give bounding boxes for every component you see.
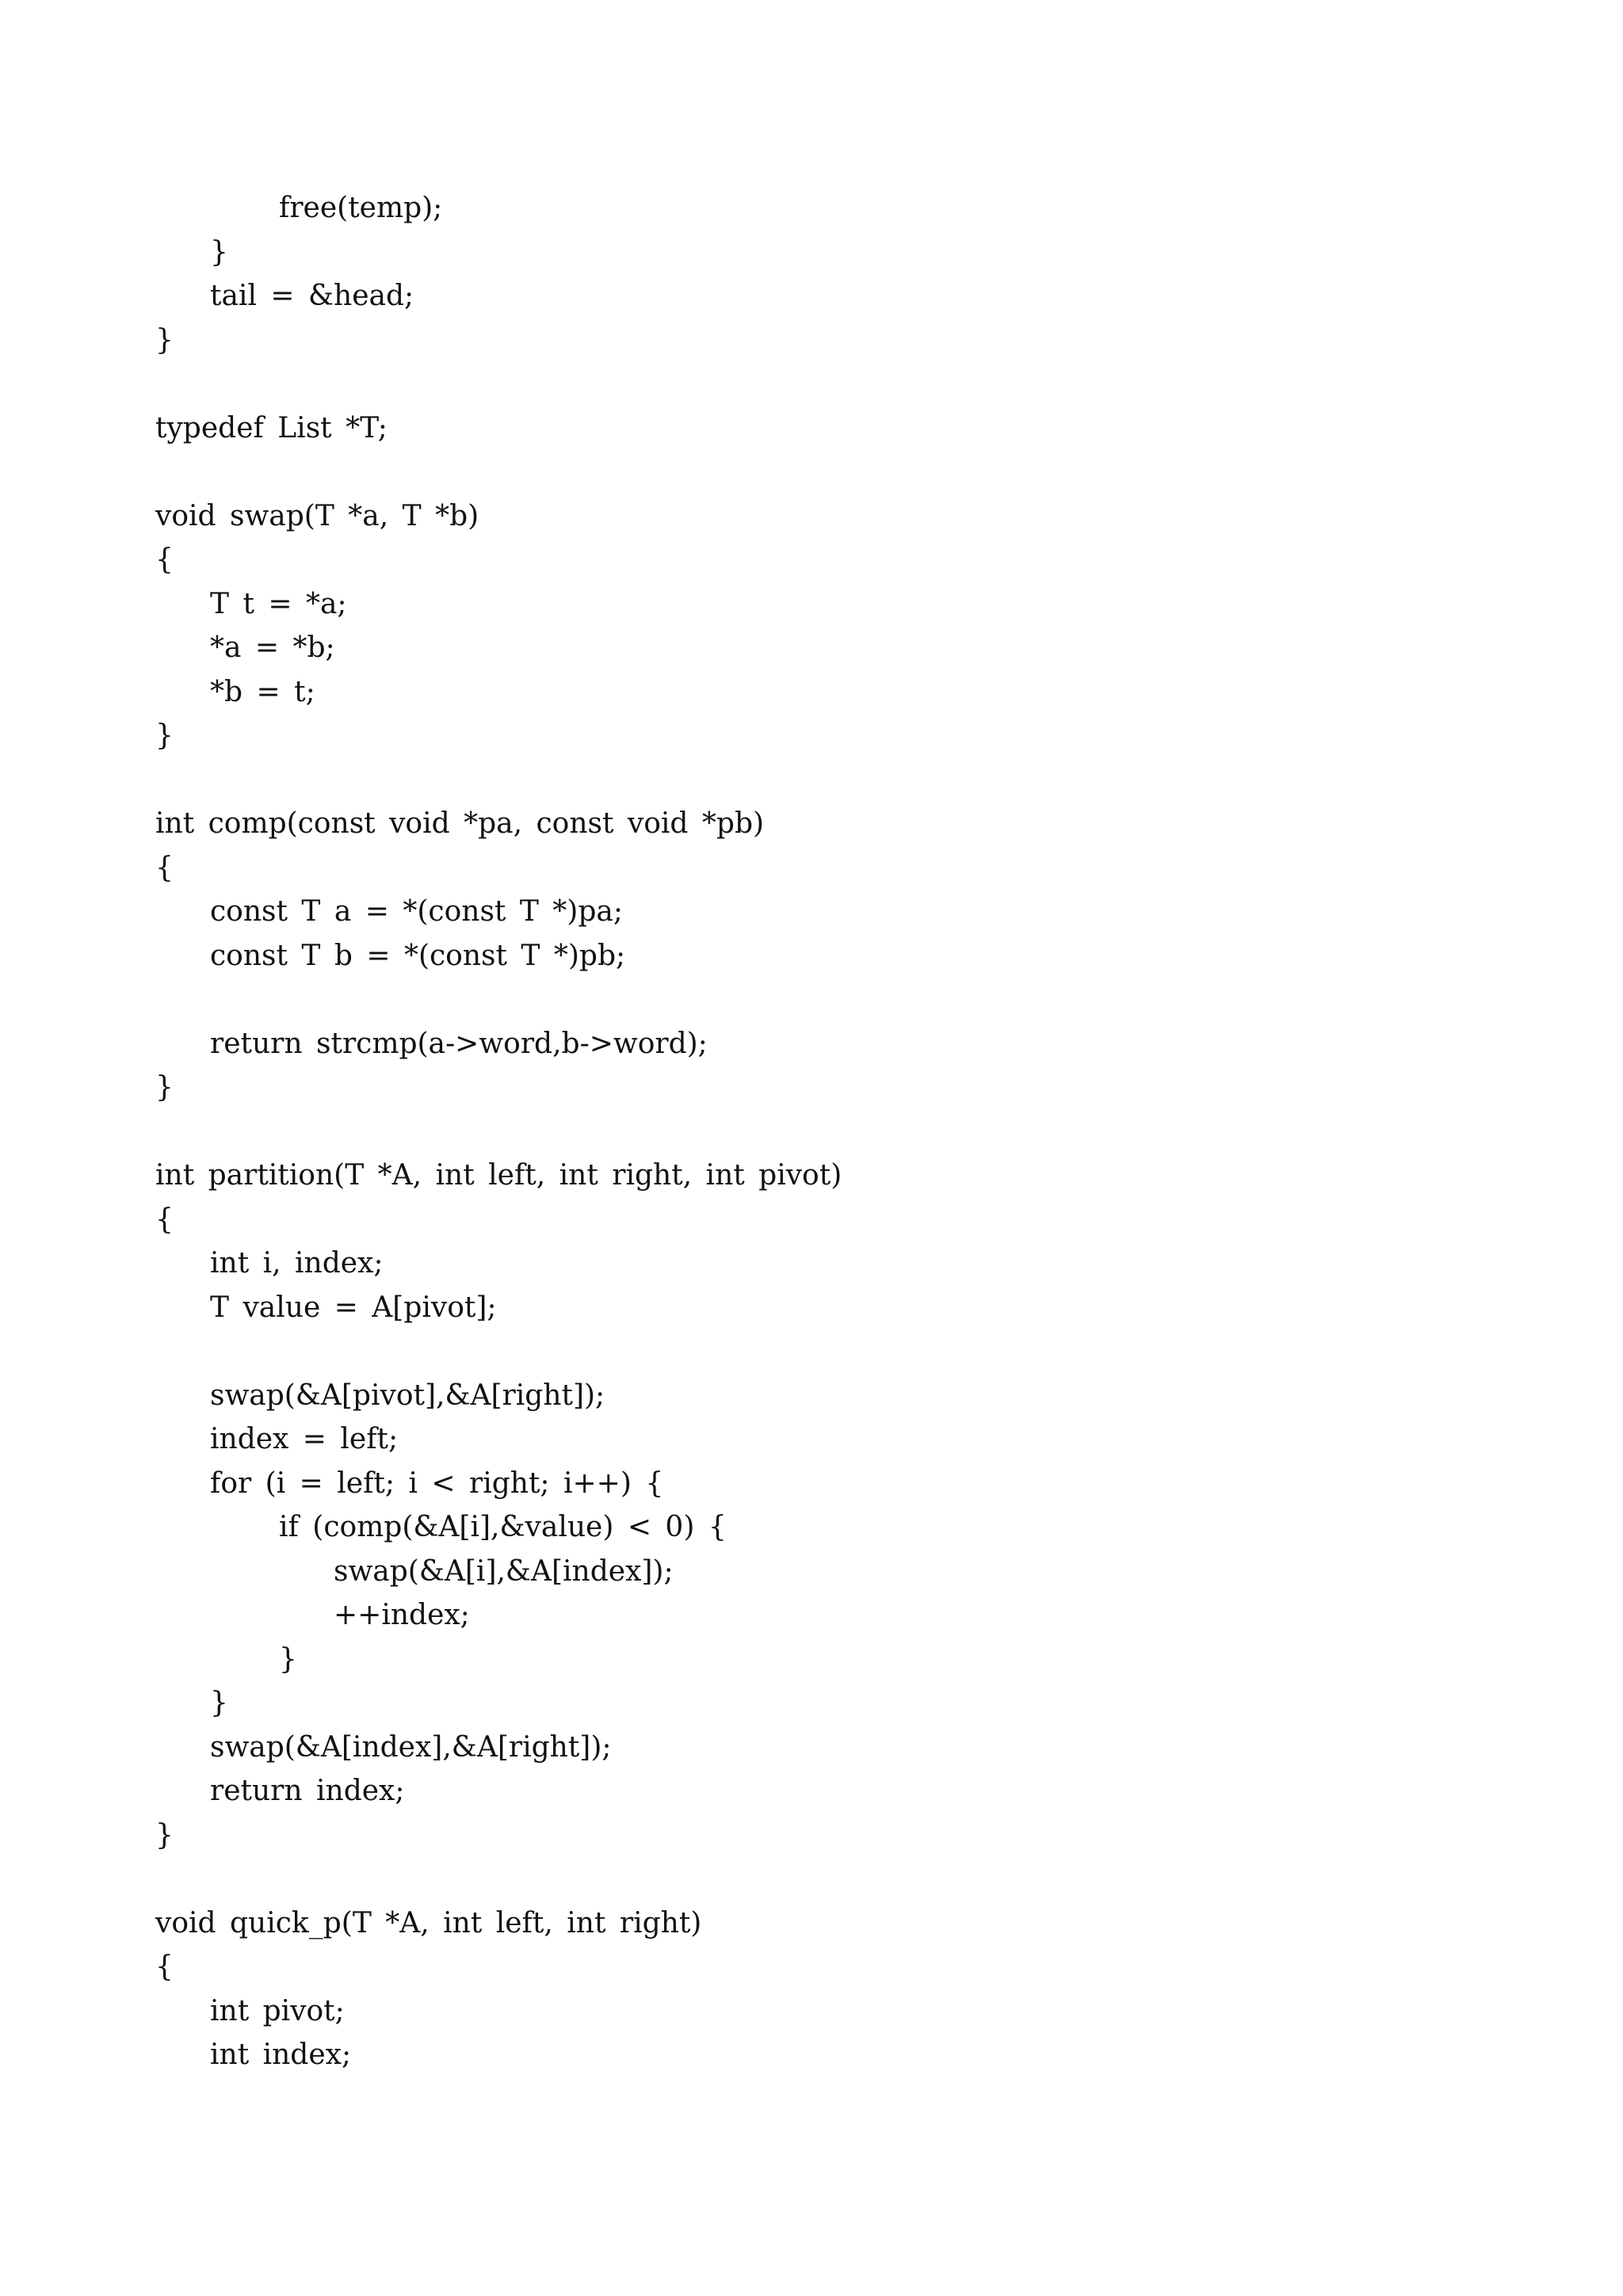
code-line: swap(&A[pivot],&A[right]);: [210, 1379, 605, 1412]
code-line: const T b = *(const T *)pb;: [210, 939, 626, 972]
code-line: {: [155, 1203, 174, 1236]
code-line: ++index;: [334, 1599, 470, 1631]
code-line: [155, 1110, 842, 1154]
code-line: return index;: [210, 1775, 405, 1807]
code-line: }: [155, 323, 174, 357]
code-line: }: [210, 235, 228, 269]
code-line: const T a = *(const T *)pa;: [210, 895, 623, 928]
code-line: return strcmp(a->word,b->word);: [210, 1027, 708, 1060]
code-line: int comp(const void *pa, const void *pb): [155, 807, 765, 840]
code-line: for (i = left; i < right; i++) {: [210, 1466, 664, 1500]
code-line: tail = &head;: [210, 280, 414, 312]
code-line: T value = A[pivot];: [210, 1291, 497, 1324]
code-line: int pivot;: [210, 1994, 345, 2027]
code-line: }: [210, 1687, 228, 1719]
code-line: swap(&A[i],&A[index]);: [334, 1554, 674, 1588]
code-line: typedef List *T;: [155, 411, 388, 444]
code-line: *b = t;: [210, 675, 315, 708]
code-line: int index;: [210, 2039, 352, 2071]
code-line: int i, index;: [210, 1247, 384, 1280]
code-line: [155, 978, 842, 1022]
code-line: index = left;: [210, 1423, 399, 1455]
code-line: void quick_p(T *A, int left, int right): [155, 1906, 702, 1939]
code-line: [155, 362, 842, 406]
code-line: [155, 758, 842, 803]
code-line: int partition(T *A, int left, int right, int pivot): [155, 1159, 842, 1192]
code-line: }: [155, 719, 174, 752]
code-line: void swap(T *a, T *b): [155, 499, 479, 532]
code-line: }: [155, 1818, 174, 1852]
code-line: {: [155, 851, 174, 884]
code-line: free(temp);: [279, 192, 443, 224]
code-line: T t = *a;: [210, 587, 347, 620]
code-line: [155, 450, 842, 494]
code-line: if (comp(&A[i],&value) < 0) {: [279, 1511, 727, 1543]
code-line: [155, 1329, 842, 1374]
code-line: }: [279, 1642, 297, 1676]
code-line: swap(&A[index],&A[right]);: [210, 1730, 612, 1764]
code-line: [155, 1857, 842, 1901]
code-line: {: [155, 543, 174, 576]
code-line: *a = *b;: [210, 631, 335, 664]
code-listing: [155, 186, 842, 2077]
code-line: }: [155, 1071, 174, 1104]
code-line: {: [155, 1951, 174, 1983]
